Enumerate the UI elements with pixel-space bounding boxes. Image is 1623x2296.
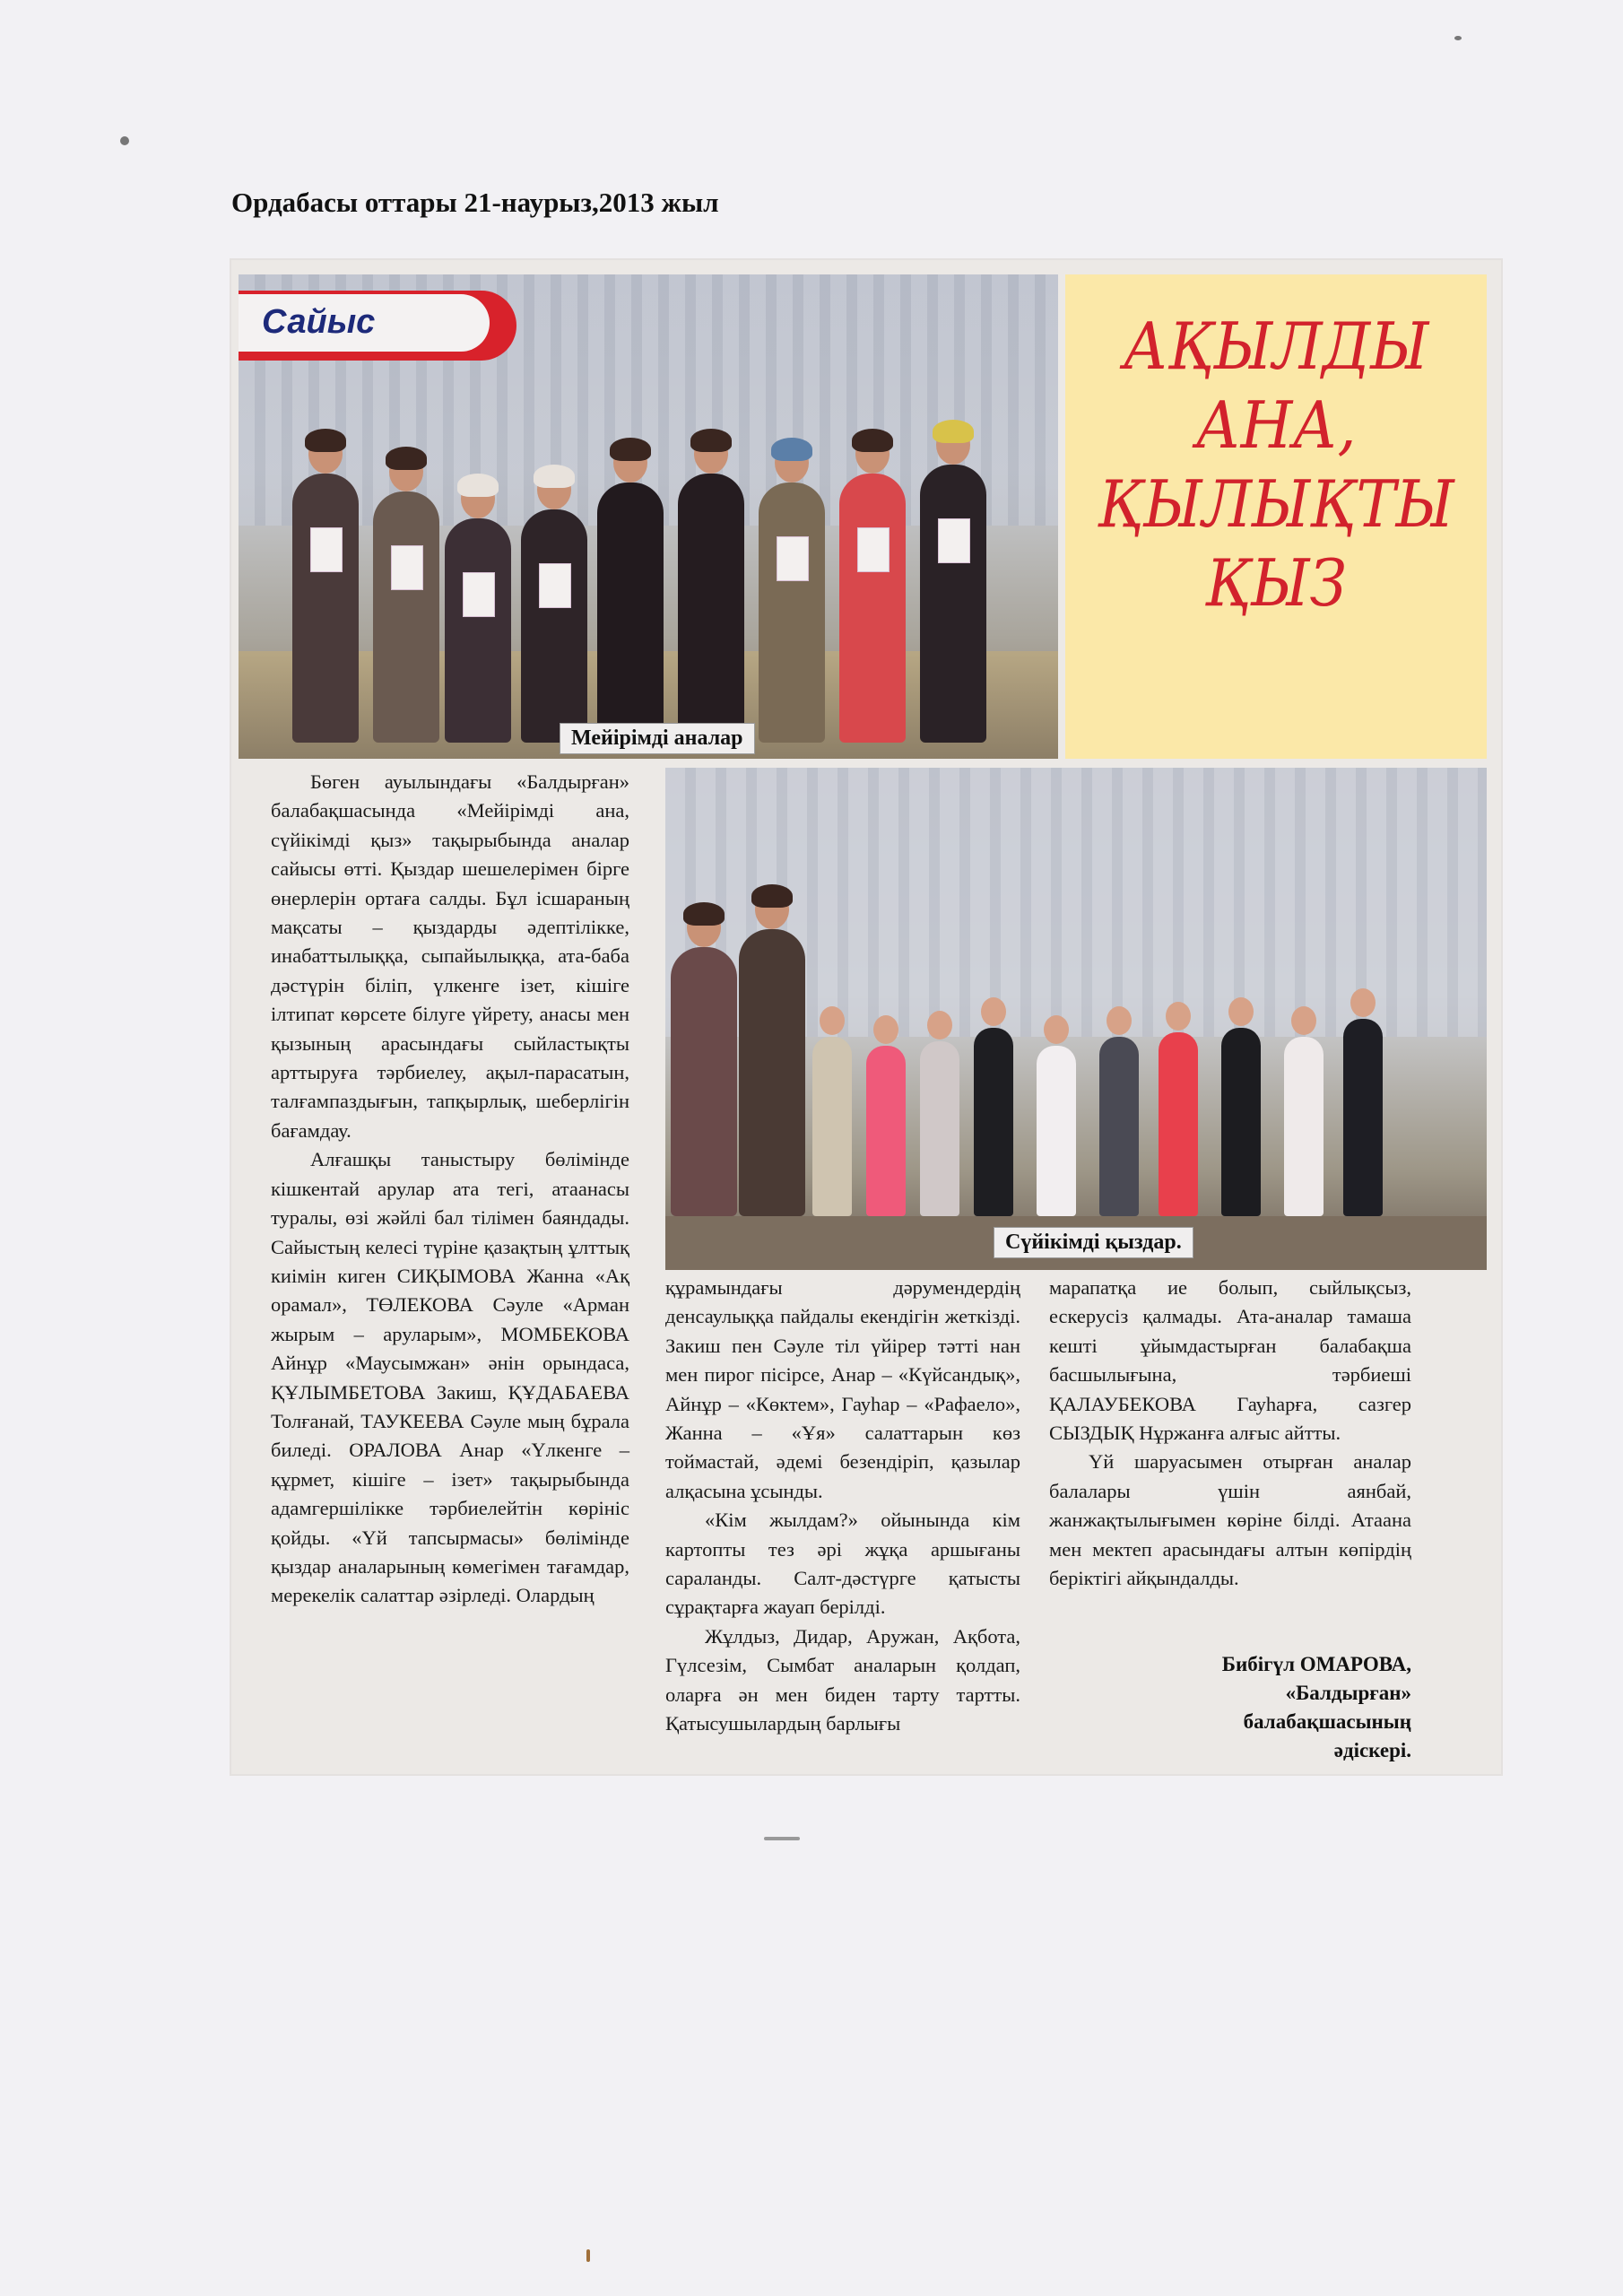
photo-child [1343, 1019, 1383, 1216]
signature-line: әдіскері. [1333, 1739, 1411, 1761]
photo-child [866, 1046, 906, 1216]
photo-child [1099, 1037, 1139, 1216]
photo-girls [665, 768, 1487, 1270]
photo-person [597, 483, 664, 743]
article-column-1 [271, 768, 629, 1611]
photo-person [739, 929, 805, 1216]
article-paragraph: «Кім жылдам?» ойынында кім картопты тез әрі жұқа аршығаны сараланды. Салт-дәстүрге қатысты сұрақтарға жауап берілді. [665, 1509, 1020, 1619]
article-column-3 [1049, 1274, 1411, 1593]
photo-person [373, 491, 439, 743]
scan-speck [1454, 36, 1462, 40]
photo-person [759, 483, 825, 743]
photo-mothers [239, 274, 1058, 759]
photo-person [839, 474, 906, 743]
photo-child [920, 1041, 959, 1216]
photo-child [1284, 1037, 1324, 1216]
photo-caption-top: Мейірімді аналар [560, 723, 755, 754]
photo-child [812, 1037, 852, 1216]
article-paragraph: құрамындағы дәрумендердің денсаулыққа пайдалы екендігін жеткізді. Закиш пен Сәуле тіл үйірер тәтті нан мен пирог пісірсе, Анар – «Күйсандық», Айнұр – «Көктем», Гауһар – «Рафаело», Жанна – «Ұя» салаттарын көз тоймастай, әдемі безендіріп, қазылар алқасына ұсынды. [665, 1276, 1020, 1502]
article-headline [1065, 274, 1487, 759]
scan-speck [586, 2249, 590, 2262]
headline-line: АНА, [1195, 387, 1357, 463]
newspaper-source-line: Ордабасы оттары 21-наурыз,2013 жыл [231, 187, 719, 218]
article-paragraph: Үй шаруасымен отырған аналар балалары үшін аянбай, жанжақтылығымен көріне білді. Атаана мен мектеп арасындағы алтын көпірдің беріктігі айқындалды. [1049, 1450, 1411, 1590]
headline-line: ҚЫЛЫҚТЫ [1098, 466, 1454, 542]
scan-speck [764, 1837, 800, 1840]
photo-person [671, 947, 737, 1216]
photo-child [1037, 1046, 1076, 1216]
photo-person [678, 474, 744, 743]
signature-line: Бибігүл ОМАРОВА, [1221, 1653, 1411, 1675]
signature-line: балабақшасының [1243, 1710, 1411, 1733]
author-signature [1160, 1650, 1411, 1765]
photo-child [1221, 1028, 1261, 1216]
photo-child [974, 1028, 1013, 1216]
article-paragraph: Бөген ауылындағы «Балдырған» балабақшасында «Мейірімді ана, сүйікімді қыз» тақырыбында аналар сайысы өтті. Қыздар шешелерімен бірге өнерлерін ортаға салды. Бұл ісшараның мақсаты – қыздарды әдептілікке, инабаттылыққа, сыпайылыққа, ата-баба дәстүрін біліп, үлкенге ізет, кішіге ілтипат көрсете білуге үйрету, анасы мен қызының арасындағы сыйластықты арттыруға тәрбиелеу, ақыл-парасатын, талғампаздығын, тапқырлық, шеберлігін бағамдау. [271, 770, 629, 1142]
photo-child [1159, 1032, 1198, 1216]
photo-caption-bottom: Сүйікімді қыздар. [994, 1227, 1193, 1258]
photo-person [292, 474, 359, 743]
article-column-2 [665, 1274, 1020, 1739]
photo-person [445, 518, 511, 743]
scan-speck [120, 136, 129, 145]
photo-person [920, 465, 986, 743]
signature-line: «Балдырған» [1285, 1682, 1411, 1704]
article-paragraph: Алғашқы таныстыру бөлімінде кішкентай арулар ата тегі, атаанасы туралы, өзі жәйлі бал тілімен баяндады. Сайыстың келесі түріне қазақтың ұлттық киімін киген СИҚЫМОВА Жанна «Ақ орамал», ТӨЛЕКОВА Сәуле «Арман жырым – аруларым», МОМБЕКОВА Айнұр «Маусымжан» әнін орындаса, ҚҰЛЫМБЕТОВА Закиш, ҚҰДАБАЕВА Толғанай, ТАУКЕЕВА Сәуле мың бұрала биледі. ОРАЛОВА Анар «Үлкенге – құрмет, кішіге – ізет» тақырыбында адамгершілікке тәрбиелейтін көрініс қойды. «Үй тапсырмасы» бөлімінде қыздар аналарының көмегімен тағамдар, мерекелік салаттар әзірледі. Олардың [271, 1148, 629, 1607]
photo-person [521, 509, 587, 743]
headline-line: АҚЫЛДЫ [1123, 309, 1429, 384]
article-paragraph: марапатқа ие болып, сыйлықсыз, ескерусіз қалмады. Ата-аналар тамаша кешті ұйымдастырған балабақша басшылығына, тәрбиеші ҚАЛАУБЕКОВА Гауһарға, сазгер СЫЗДЫҚ Нұржанға алғыс айтты. [1049, 1276, 1411, 1445]
headline-line: ҚЫЗ [1205, 545, 1347, 621]
section-label: Сайыс [262, 303, 376, 341]
article-paragraph: Жұлдыз, Дидар, Аружан, Ақбота, Гүлсезім, Сымбат аналарын қолдап, оларға ән мен биден тарту тартты. Қатысушылардың барлығы [665, 1624, 1020, 1735]
newspaper-clipping [231, 260, 1501, 1774]
